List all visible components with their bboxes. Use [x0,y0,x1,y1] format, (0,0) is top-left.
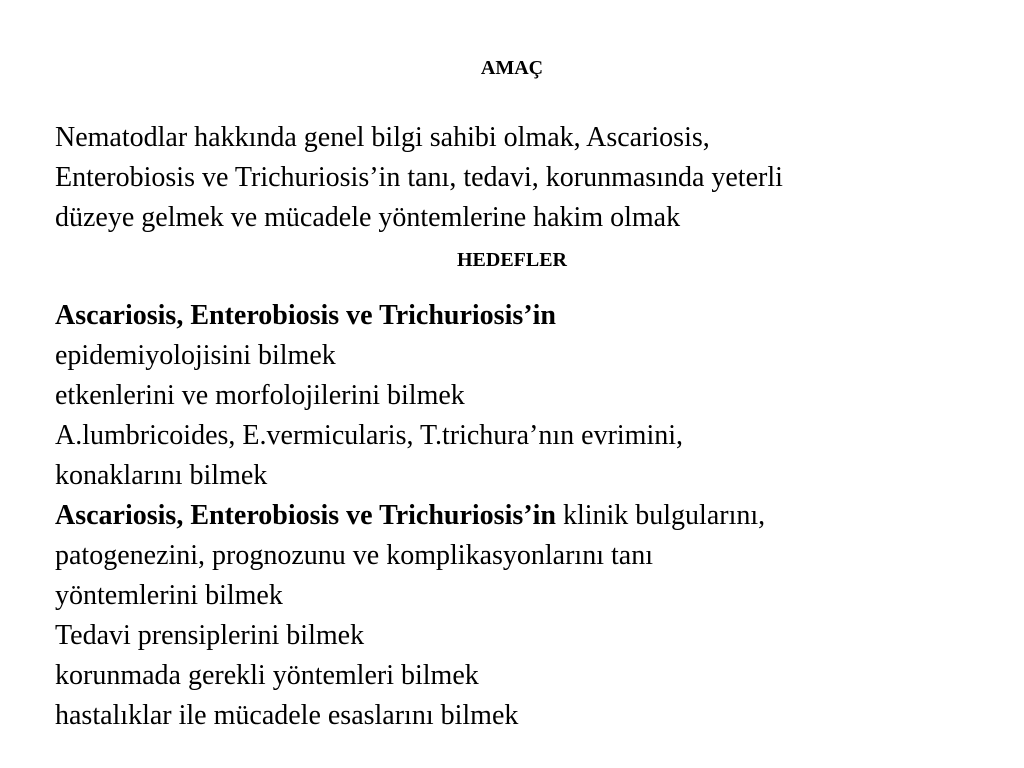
objective-item-mixed [55,496,975,536]
objective-item: epidemiyolojisini bilmek [55,340,336,371]
aim-paragraph [55,118,975,238]
objective-item: yöntemlerini bilmek [55,580,283,611]
objectives-subject-line: Ascariosis, Enterobiosis ve Trichuriosis’in [55,300,556,331]
objective-item: patogenezini, prognozunu ve komplikasyonlarını tanı [55,540,653,571]
aim-heading: AMAÇ [480,57,544,79]
objective-item-rest: klinik bulgularını, [555,500,766,531]
objectives-heading: HEDEFLER [456,249,568,271]
objective-item: Tedavi prensiplerini bilmek [55,620,365,651]
objective-item: konaklarını bilmek [55,460,268,491]
aim-line: Enterobiosis ve Trichuriosis’in tanı, tedavi, korunmasında yeterli [55,162,783,193]
objective-item: etkenlerini ve morfolojilerini bilmek [55,380,465,411]
objective-item-bold-part: Ascariosis, Enterobiosis ve Trichuriosis’in [55,500,556,531]
objective-item: hastalıklar ile mücadele esaslarını bilmek [55,700,519,731]
objective-item: A.lumbricoides, E.vermicularis, T.trichura’nın evrimini, [55,420,684,451]
objective-item: korunmada gerekli yöntemleri bilmek [55,660,479,691]
aim-line: düzeye gelmek ve mücadele yöntemlerine hakim olmak [55,202,681,233]
objectives-list [55,296,975,736]
aim-line: Nematodlar hakkında genel bilgi sahibi olmak, Ascariosis, [55,122,710,153]
